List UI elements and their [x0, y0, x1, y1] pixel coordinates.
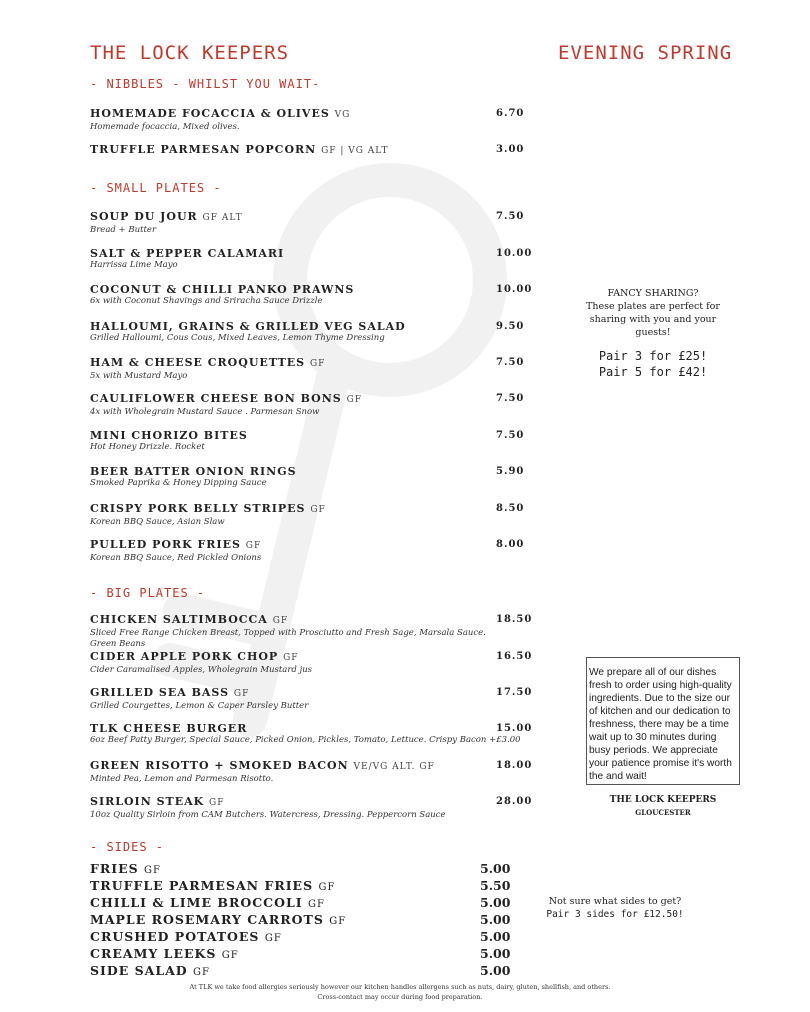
menu-item	[90, 247, 533, 271]
menu-item	[90, 613, 510, 650]
sides-heading: - SIDES -	[90, 840, 165, 854]
item-price: 17.50	[496, 687, 533, 698]
menu-item	[90, 356, 530, 382]
item-description: Bread + Butter	[90, 225, 157, 235]
item-name: BEER BATTER ONION RINGS	[90, 465, 297, 478]
item-price: 3.00	[496, 144, 525, 155]
side-price: 5.00	[480, 861, 511, 876]
menu-item	[90, 722, 533, 746]
item-name: TRUFFLE PARMESAN POPCORN	[90, 143, 317, 156]
item-price: 7.50	[496, 211, 525, 222]
menu-item	[90, 143, 530, 158]
sharing-title: FANCY SHARING?	[607, 288, 699, 299]
item-description: Grilled Halloumi, Cous Cous, Mixed Leaves, Lemon Thyme Dressing	[90, 333, 385, 343]
side-tag: GF	[264, 933, 282, 944]
menu-item	[90, 320, 530, 344]
item-name: CAULIFLOWER CHEESE BON BONS	[90, 392, 342, 405]
side-price: 5.50	[480, 878, 511, 893]
menu-item	[90, 502, 530, 528]
sharing-text: These plates are perfect for sharing with you and your guests!	[586, 301, 720, 338]
allergen-footer	[150, 982, 650, 1002]
item-price: 28.00	[496, 796, 533, 807]
item-name: HALLOUMI, GRAINS & GRILLED VEG SALAD	[90, 320, 406, 333]
item-description: Harrissa Lime Mayo	[90, 260, 178, 270]
side-name: TRUFFLE PARMESAN FRIES	[90, 878, 314, 893]
item-price: 5.90	[496, 466, 525, 477]
item-description: Hot Honey Drizzle. Rocket	[90, 442, 205, 452]
item-price: 7.50	[496, 357, 525, 368]
menu-item	[90, 686, 533, 712]
item-tag: GF	[310, 505, 326, 515]
notice-text: We prepare all of our dishes fresh to order using high-quality ingredients. Due to the size our of kitchen and our dedication to freshness, there may be a time wait up to 30 minutes during busy periods. We appreciate your patience promise it's worth the and wait!	[589, 667, 732, 782]
item-name: CRISPY PORK BELLY STRIPES	[90, 502, 306, 515]
item-name: CHICKEN SALTIMBOCCA	[90, 613, 268, 626]
sharing-offer-5: Pair 5 for £42!	[598, 365, 708, 379]
item-tag: GF	[346, 395, 363, 405]
item-name: PULLED PORK FRIES	[90, 538, 241, 551]
item-price: 9.50	[496, 321, 525, 332]
menu-item	[90, 107, 530, 133]
item-tag: GF	[209, 798, 225, 808]
item-description: Smoked Paprika & Honey Dipping Sauce	[90, 478, 267, 488]
restaurant-title: THE LOCK KEEPERS	[90, 42, 290, 64]
side-tag: GF	[144, 865, 161, 876]
item-name: SALT & PEPPER CALAMARI	[90, 247, 285, 260]
item-description: Homemade focaccia, Mixed olives.	[90, 122, 240, 132]
item-price: 16.50	[496, 651, 533, 662]
item-price: 18.00	[496, 760, 533, 771]
side-tag: GF	[308, 899, 325, 910]
item-description: 6x with Coconut Shavings and Sriracha Sauce Drizzle	[90, 296, 323, 306]
item-tag: GF | VG ALT	[321, 146, 389, 156]
side-item	[90, 929, 282, 944]
item-description: 5x with Mustard Mayo	[90, 371, 188, 381]
menu-item	[90, 392, 530, 418]
menu-item	[90, 795, 533, 821]
item-name: HAM & CHEESE CROQUETTES	[90, 356, 306, 369]
big-plates-heading: - BIG PLATES -	[90, 586, 206, 600]
side-tag: GF	[329, 916, 347, 927]
item-description: 6oz Beef Patty Burger, Special Sauce, Picked Onion, Pickles, Tomato, Lettuce. Crispy Bacon +£3.00	[90, 735, 521, 745]
item-price: 15.00	[496, 723, 533, 734]
item-price: 10.00	[496, 284, 533, 295]
side-name: SIDE SALAD	[90, 963, 188, 978]
footer-line-1: At TLK we take food allergies seriously however our kitchen handles allergens such as nuts, dairy, gluten, shellfish, and others.	[189, 983, 611, 991]
side-name: CRUSHED POTATOES	[90, 929, 260, 944]
item-name: MINI CHORIZO BITES	[90, 429, 248, 442]
menu-item	[90, 759, 533, 785]
notice-signature: THE LOCK KEEPERS	[609, 795, 717, 805]
item-price: 10.00	[496, 248, 533, 259]
side-item	[90, 912, 346, 927]
item-description: Korean BBQ Sauce, Red Pickled Onions	[90, 553, 262, 563]
menu-item	[90, 650, 533, 676]
item-price: 7.50	[496, 430, 525, 441]
item-name: CIDER APPLE PORK CHOP	[90, 650, 279, 663]
menu-item	[90, 538, 530, 564]
sharing-note	[578, 287, 728, 380]
side-name: CHILLI & LIME BROCCOLI	[90, 895, 303, 910]
menu-item	[90, 429, 530, 453]
side-price: 5.00	[480, 963, 511, 978]
side-item	[90, 963, 210, 978]
side-price: 5.00	[480, 895, 511, 910]
side-price: 5.00	[480, 946, 511, 961]
side-price: 5.00	[480, 929, 511, 944]
notice-location: GLOUCESTER	[635, 808, 691, 817]
item-description: 10oz Quality Sirloin from CAM Butchers. Watercress, Dressing. Peppercorn Sauce	[90, 810, 446, 820]
sides-note-offer: Pair 3 sides for £12.50!	[546, 909, 684, 920]
kitchen-notice	[586, 657, 740, 785]
item-price: 18.50	[496, 614, 533, 625]
item-description: Korean BBQ Sauce, Asian Slaw	[90, 517, 225, 527]
item-tag: GF	[245, 541, 262, 551]
nibbles-heading: - NIBBLES - WHILST YOU WAIT-	[90, 77, 321, 91]
item-tag: VE/VG ALT. GF	[353, 762, 435, 772]
item-name: SOUP DU JOUR	[90, 210, 198, 223]
footer-line-2: Cross-contact may occur during food preparation.	[317, 993, 483, 1001]
item-price: 7.50	[496, 393, 525, 404]
item-tag: VG	[334, 110, 351, 120]
side-name: CREAMY LEEKS	[90, 946, 217, 961]
item-description: 4x with Wholegrain Mustard Sauce . Parmesan Snow	[90, 407, 320, 417]
side-tag: GF	[193, 967, 210, 978]
sides-note-text: Not sure what sides to get?	[548, 896, 682, 907]
item-description: Cider Caramalised Apples, Wholegrain Mustard jus	[90, 665, 313, 675]
item-tag: GF	[233, 689, 250, 699]
side-item	[90, 878, 335, 893]
side-item	[90, 946, 239, 961]
side-tag: GF	[318, 882, 336, 893]
item-name: GRILLED SEA BASS	[90, 686, 230, 699]
side-name: MAPLE ROSEMARY CARROTS	[90, 912, 324, 927]
item-price: 8.00	[496, 539, 525, 550]
item-name: GREEN RISOTTO + SMOKED BACON	[90, 759, 349, 772]
item-description: Sliced Free Range Chicken Breast, Topped with Prosciutto and Fresh Sage, Marsala Sauce. Green Beans	[90, 628, 486, 649]
item-tag: GF	[283, 653, 299, 663]
side-price: 5.00	[480, 912, 511, 927]
side-item	[90, 895, 325, 910]
menu-item	[90, 465, 530, 489]
item-price: 6.70	[496, 108, 525, 119]
item-tag: GF	[272, 616, 289, 626]
sides-offer-note	[540, 895, 690, 921]
item-description: Grilled Courgettes, Lemon & Caper Parsley Butter	[90, 701, 309, 711]
side-item	[90, 861, 161, 876]
item-price: 8.50	[496, 503, 525, 514]
menu-item	[90, 283, 533, 307]
menu-item	[90, 210, 530, 236]
sharing-offer-3: Pair 3 for £25!	[598, 349, 708, 363]
item-name: HOMEMADE FOCACCIA & OLIVES	[90, 107, 330, 120]
item-tag: GF ALT	[202, 213, 243, 223]
item-tag: GF	[309, 359, 326, 369]
item-description: Minted Pea, Lemon and Parmesan Risotto.	[90, 774, 274, 784]
side-name: FRIES	[90, 861, 139, 876]
menu-name: EVENING SPRING	[558, 42, 733, 64]
item-name: SIRLOIN STEAK	[90, 795, 205, 808]
item-name: TLK CHEESE BURGER	[90, 722, 248, 735]
side-tag: GF	[221, 950, 239, 961]
item-name: COCONUT & CHILLI PANKO PRAWNS	[90, 283, 355, 296]
small-plates-heading: - SMALL PLATES -	[90, 181, 222, 195]
